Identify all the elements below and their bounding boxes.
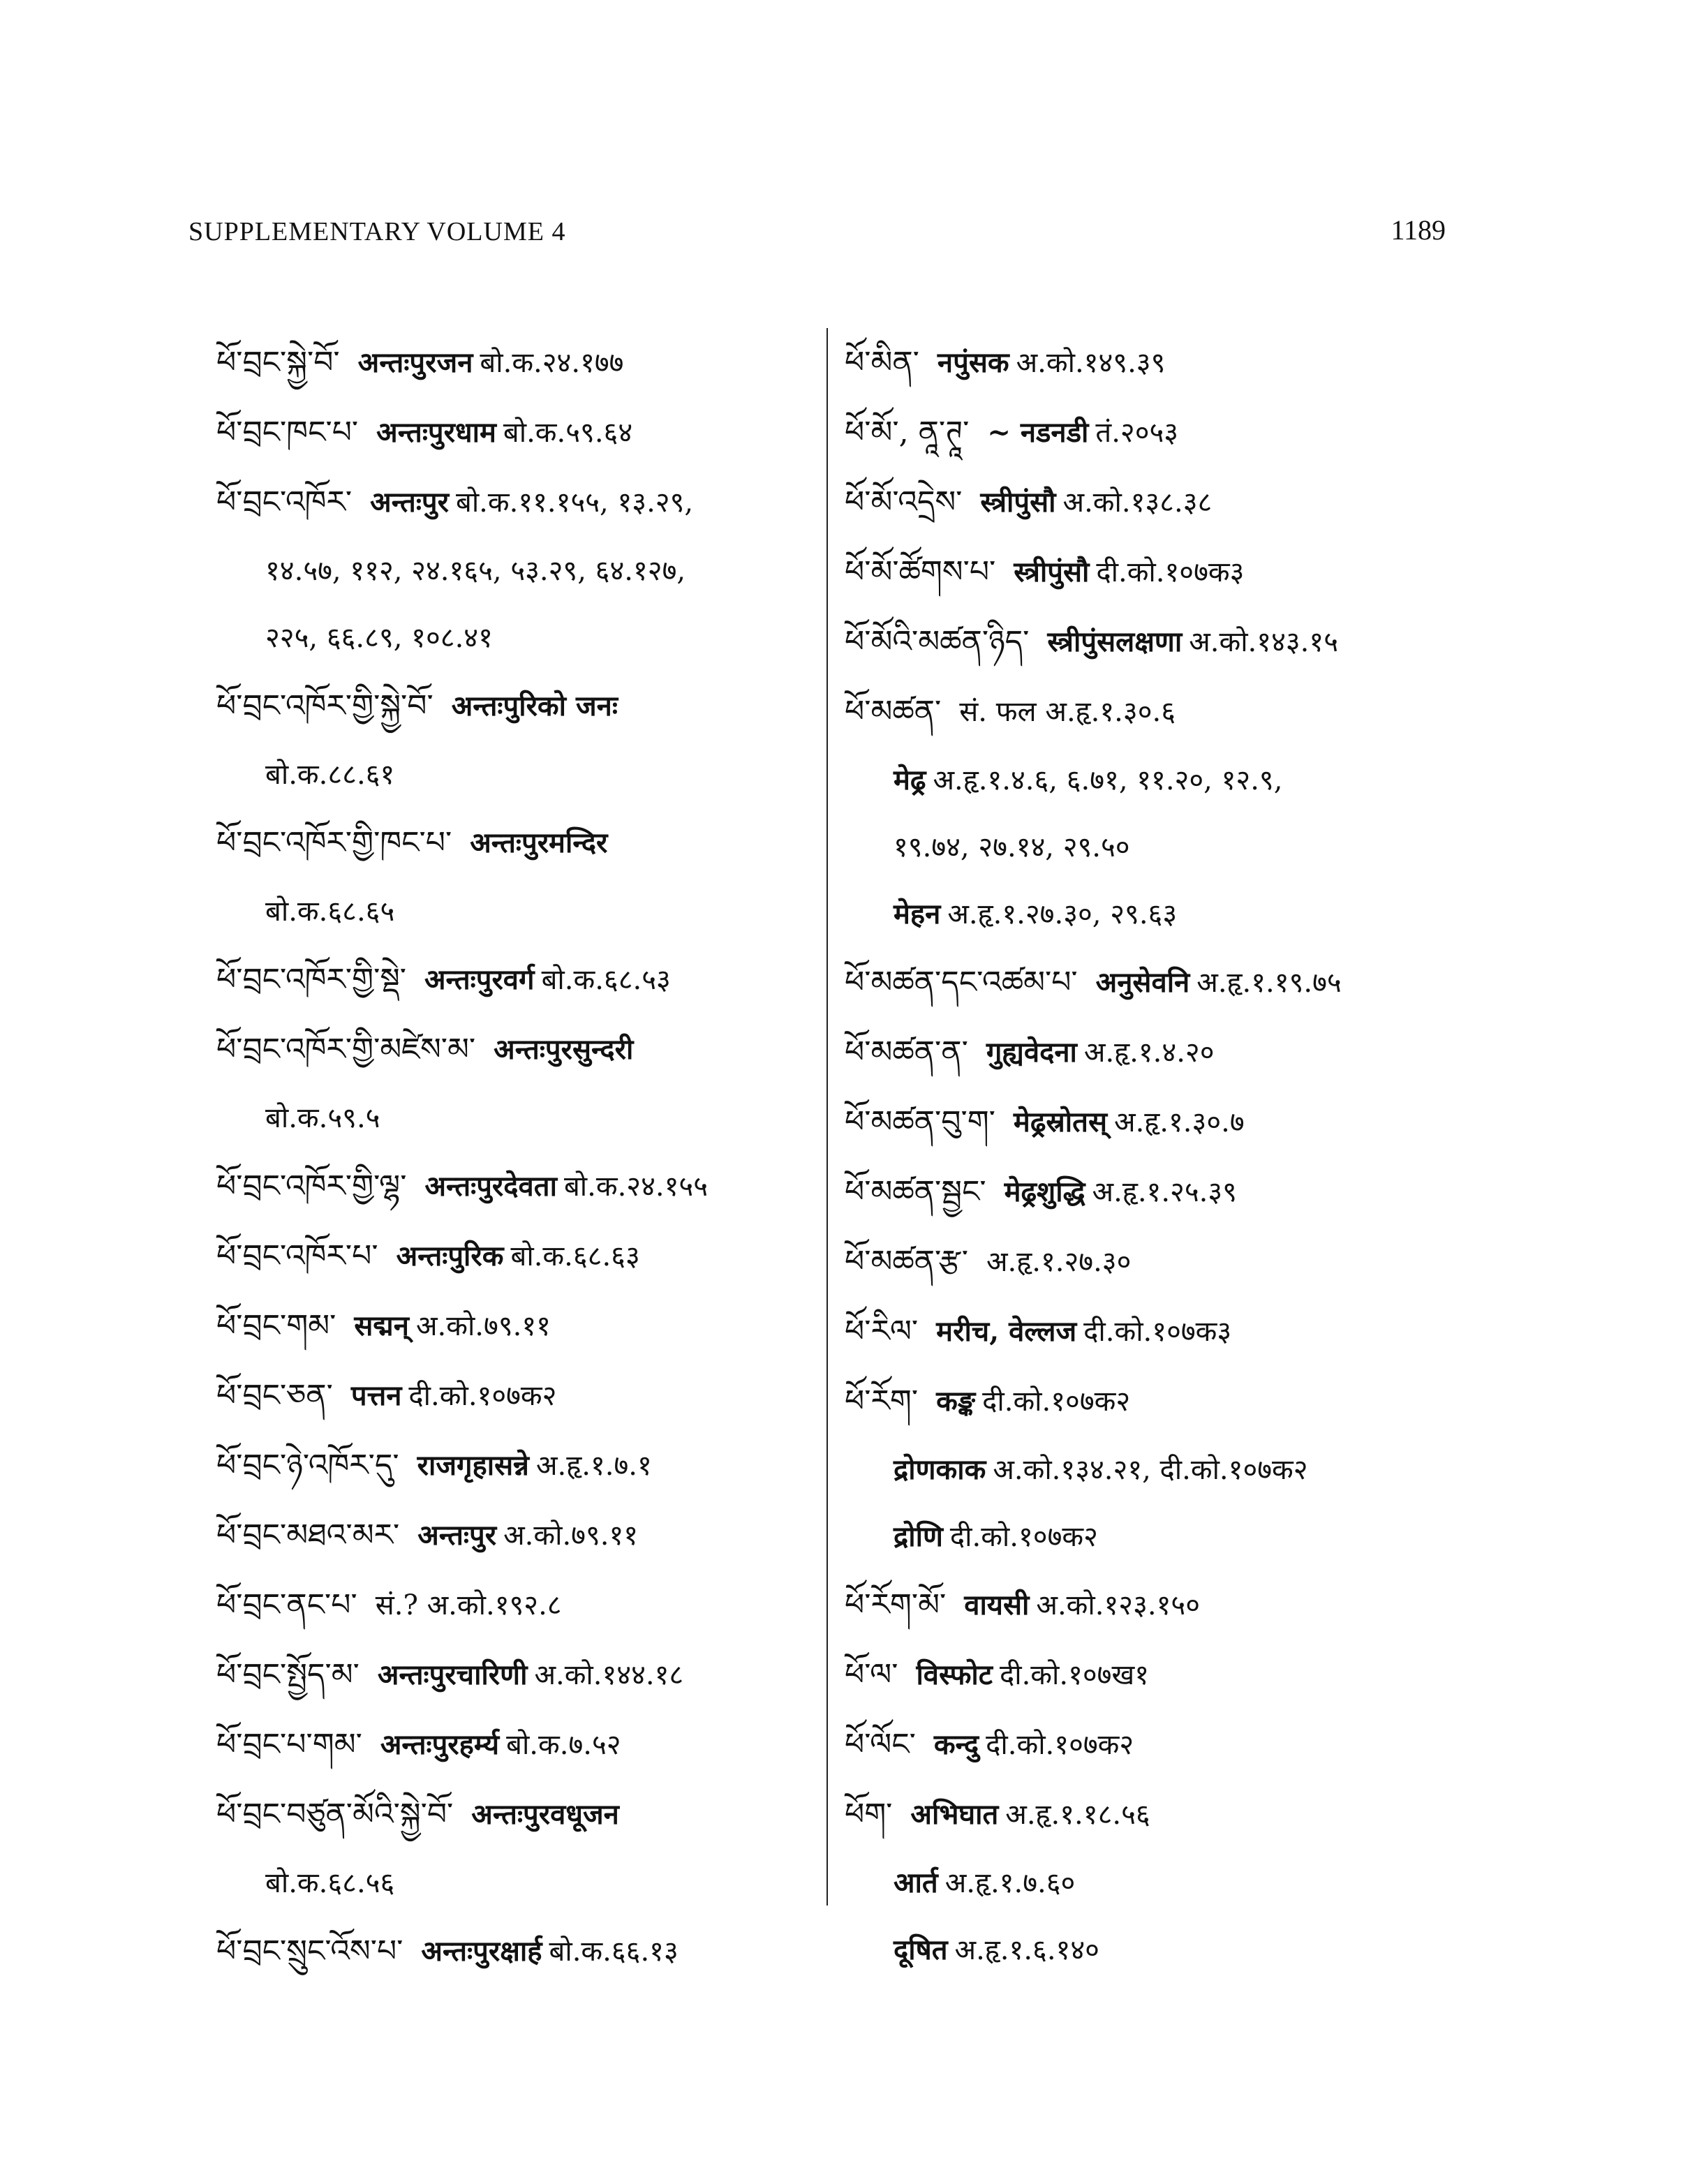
entry-line	[845, 1297, 1473, 1367]
entry-line	[216, 1570, 820, 1640]
dictionary-entry	[216, 1501, 820, 1570]
tibetan-headword: ཕོ་བྲང་མཐའ་མར་	[216, 1517, 400, 1554]
dictionary-entry	[216, 1431, 820, 1501]
entry-line	[216, 1361, 820, 1431]
entry-continuation	[216, 537, 820, 604]
source-reference: बो.क.७.५२	[506, 1729, 621, 1761]
tibetan-headword: ཕོ་བྲང་ཉེ་འཁོར་དུ་	[216, 1448, 399, 1484]
dictionary-entry	[216, 1361, 820, 1431]
tibetan-headword: ཕོ་བྲང་བཙུན་མོའི་སྐྱེ་བོ་	[216, 1797, 454, 1833]
entry-line	[845, 1570, 1473, 1640]
source-reference: दी.को.१०७क३	[1096, 556, 1245, 588]
tibetan-headword: ཕོ་བྲང་ནང་པ་	[216, 1587, 357, 1624]
entry-line	[845, 468, 1473, 537]
sanskrit-gloss: कङ्क	[936, 1385, 976, 1418]
source-reference: १४.५७, ११२, २४.१६५, ५३.२९, ६४.१२७,	[265, 555, 686, 587]
source-reference: बो.क.६८.५६	[265, 1867, 395, 1899]
sanskrit-gloss: अन्तःपुरसुन्दरी	[494, 1033, 634, 1066]
dictionary-entry	[216, 808, 820, 945]
source-reference: सं.? अ.को.१९२.८	[375, 1589, 562, 1621]
sanskrit-gloss: वायसी	[964, 1589, 1030, 1621]
source-reference: अ.हृ.१.६.१४०	[954, 1934, 1099, 1966]
dictionary-entry	[216, 1640, 820, 1710]
sanskrit-gloss: सद्मन्	[354, 1309, 409, 1342]
source-reference: बो.क.५९.५	[265, 1102, 380, 1134]
sanskrit-gloss: अन्तःपुरदेवता	[424, 1170, 557, 1203]
tibetan-headword: ཕོ་ལ་	[845, 1657, 898, 1693]
dictionary-entry	[845, 468, 1473, 537]
tibetan-headword: ཕོ་བྲང་ཁང་པ་	[216, 415, 359, 451]
dictionary-entry	[845, 537, 1473, 607]
tibetan-headword: ཕོ་བྲང་འཁོར་གྱི་སྡེ་	[216, 962, 406, 998]
entry-continuation	[216, 1850, 820, 1917]
source-reference: २२५, ६६.८९, १०८.४१	[265, 622, 493, 654]
source-reference: दी.को.१०७क२	[986, 1729, 1134, 1761]
source-reference: अ.हृ.१.२५.३९	[1092, 1176, 1237, 1208]
dictionary-entry	[216, 671, 820, 808]
entry-line	[845, 607, 1473, 677]
entry-line	[216, 1640, 820, 1710]
entry-line	[845, 1367, 1473, 1436]
sanskrit-gloss: स्त्रीपुंसलक्षणा	[1047, 625, 1183, 658]
source-reference: दी.को.१०७ख१	[999, 1659, 1149, 1691]
right-column	[845, 328, 1473, 1984]
tibetan-headword: ཕོ་བྲང་པ་གམ་	[216, 1727, 362, 1763]
tibetan-headword: ཕོག་	[845, 1797, 893, 1833]
entry-continuation	[845, 1436, 1473, 1503]
tibetan-headword: ཕོ་མཚན་	[845, 694, 942, 730]
sanskrit-gloss: अन्तःपुरधाम	[376, 416, 496, 449]
source-reference: बो.क.८८.६१	[265, 759, 395, 791]
dictionary-entry	[845, 1710, 1473, 1780]
tibetan-headword: ཕོ་རོག་	[845, 1383, 919, 1420]
dictionary-entry	[845, 1640, 1473, 1710]
sanskrit-gloss: पत्तन	[350, 1379, 402, 1412]
sanskrit-gloss: स्त्रीपुंसौ	[980, 486, 1056, 519]
sanskrit-gloss: अन्तःपुरजन	[357, 346, 473, 379]
tibetan-headword: ཕོ་རིལ་	[845, 1314, 919, 1350]
source-reference: अ.को.७९.११	[415, 1310, 551, 1342]
tibetan-headword: ཕོ་བྲང་འཁོར་གྱི་མཛེས་མ་	[216, 1032, 476, 1068]
source-reference: अ.को.१४४.१८	[534, 1659, 684, 1691]
source-reference: दी.को.१०७क२	[949, 1521, 1098, 1553]
entry-line	[216, 328, 820, 398]
dictionary-entry	[216, 945, 820, 1015]
source-reference: अ.हृ.१.४.२०	[1083, 1037, 1215, 1069]
entry-line	[845, 1780, 1473, 1850]
sanskrit-gloss: राजगृहासन्ने	[417, 1449, 529, 1482]
dictionary-entry	[216, 468, 820, 671]
dictionary-entry	[216, 1221, 820, 1291]
entry-continuation	[845, 814, 1473, 881]
entry-continuation	[845, 1503, 1473, 1570]
tibetan-headword: ཕོ་བྲང་སྤྱོད་མ་	[216, 1657, 360, 1693]
entry-line	[216, 671, 820, 741]
source-reference: अ.को.७९.११	[503, 1520, 639, 1552]
sanskrit-gloss: अन्तःपुर	[417, 1519, 497, 1552]
dictionary-entry	[845, 1570, 1473, 1640]
sanskrit-gloss: अन्तःपुरवधूजन	[471, 1798, 619, 1831]
entry-line	[845, 677, 1473, 747]
source-reference: बो.क.५९.६४	[503, 417, 633, 449]
sanskrit-gloss: मेढ्र	[894, 764, 926, 796]
tibetan-headword: ཕོ་མོ་ཚོགས་པ་	[845, 554, 996, 590]
column-divider	[827, 328, 828, 1906]
source-reference: बो.क.११.१५५, १३.२९,	[455, 486, 694, 519]
entry-line	[845, 1710, 1473, 1780]
tibetan-headword: ཕོ་བྲང་གམ་	[216, 1308, 336, 1344]
source-reference: अ.को.१३४.२१, दी.को.१०७क२	[993, 1454, 1308, 1486]
tibetan-headword: ཕོ་བྲང་འཁོར་གྱི་ལྷ་	[216, 1168, 407, 1205]
tibetan-headword: ཕོ་མཚན་སྦྱང་	[845, 1174, 986, 1210]
source-reference: बो.क.६८.५३	[541, 964, 671, 996]
tibetan-headword: ཕོ་བྲང་སྲུང་འོས་པ་	[216, 1933, 403, 1970]
sanskrit-gloss: आर्त	[894, 1866, 938, 1899]
source-reference: दी.को.१०७क२	[408, 1380, 557, 1412]
entry-continuation	[845, 1850, 1473, 1917]
tibetan-headword: ཕོ་རོག་མོ་	[845, 1587, 947, 1624]
sanskrit-gloss: अन्तःपुरचारिणी	[377, 1658, 528, 1691]
dictionary-entry	[216, 1710, 820, 1780]
dictionary-entry	[845, 1780, 1473, 1984]
dictionary-entry	[216, 1291, 820, 1361]
entry-continuation	[216, 604, 820, 671]
dictionary-entry	[845, 1297, 1473, 1367]
entry-line	[216, 1152, 820, 1221]
entry-line	[216, 1780, 820, 1850]
sanskrit-gloss: मरीच, वेल्लज	[936, 1315, 1077, 1348]
entry-line	[845, 1087, 1473, 1157]
dictionary-entry	[845, 1157, 1473, 1227]
source-reference: अ.हृ.१.४.६, ६.७१, ११.२०, १२.९,	[933, 764, 1283, 796]
dictionary-entry	[845, 948, 1473, 1018]
sanskrit-gloss: अनुसेवनि	[1095, 966, 1190, 999]
tibetan-headword: ཕོ་བྲང་འཁོར་གྱི་སྐྱེ་བོ་	[216, 688, 433, 725]
source-reference: अ.को.१४३.१५	[1189, 626, 1338, 658]
sanskrit-gloss: अन्तःपुरवर्ग	[424, 963, 535, 996]
tibetan-headword: ཕོ་བྲང་འཁོར་གྱི་ཁང་པ་	[216, 825, 452, 861]
tibetan-headword: ཕོ་བྲང་ཅན་	[216, 1378, 333, 1414]
entry-line	[845, 1640, 1473, 1710]
tibetan-headword: ཕོ་མཚན་བུ་ག་	[845, 1104, 995, 1141]
source-reference: अ.हृ.१.१८.५६	[1005, 1799, 1150, 1831]
sanskrit-gloss: अन्तःपुरक्षार्ह	[421, 1935, 542, 1968]
sanskrit-gloss: गुह्यवेदना	[986, 1036, 1077, 1069]
tibetan-headword: ཕོ་མཚན་རྩ་	[845, 1244, 968, 1280]
entry-continuation	[845, 881, 1473, 948]
dictionary-entry	[216, 1015, 820, 1152]
tibetan-headword: ཕོ་བྲང་འཁོར་	[216, 484, 353, 521]
tibetan-headword: ཕོ་མོའི་མཚན་ཉིད་	[845, 624, 1030, 660]
sanskrit-gloss: स्त्रीपुंसौ	[1014, 556, 1090, 588]
dictionary-entry	[216, 398, 820, 468]
dictionary-entry	[216, 1570, 820, 1640]
tibetan-headword: ཕོ་མཚན་ན་	[845, 1034, 968, 1071]
entry-line	[845, 1227, 1473, 1297]
dictionary-entry	[216, 1917, 820, 1986]
entry-line	[845, 1018, 1473, 1087]
entry-line	[216, 945, 820, 1015]
entry-line	[216, 398, 820, 468]
sanskrit-gloss: मेढ्रशुद्धि	[1004, 1175, 1085, 1208]
source-reference: दी.को.१०७क३	[1083, 1316, 1232, 1348]
source-reference: अ.को.१३८.३८	[1062, 486, 1213, 519]
dictionary-entry	[845, 607, 1473, 677]
dictionary-entry	[216, 1780, 820, 1917]
tibetan-headword: ཕོ་མོ་, ནཱ་ཊཱ་	[845, 415, 970, 451]
entry-line	[216, 1710, 820, 1780]
left-column	[216, 328, 820, 1986]
source-reference: बो.क.२४.१७७	[480, 347, 624, 379]
entry-line	[216, 468, 820, 537]
tibetan-headword: ཕོ་བྲང་འཁོར་པ་	[216, 1238, 378, 1275]
entry-line	[216, 1291, 820, 1361]
sanskrit-gloss: मेढ्रस्रोतस्	[1013, 1106, 1108, 1138]
tibetan-headword: ཕོ་མིན་	[845, 345, 919, 381]
source-reference: अ.को.१२३.१५०	[1036, 1589, 1200, 1621]
entry-continuation	[216, 1085, 820, 1152]
sanskrit-gloss: नपुंसक	[937, 346, 1009, 379]
sanskrit-gloss: अन्तःपुरहर्म्य	[380, 1728, 500, 1761]
sanskrit-gloss: अन्तःपुर	[370, 486, 449, 519]
sanskrit-gloss: अभिघात	[910, 1798, 999, 1831]
entry-line	[216, 1015, 820, 1085]
sanskrit-gloss: अन्तःपुरिक	[396, 1240, 504, 1272]
dictionary-entry	[845, 1367, 1473, 1570]
sanskrit-gloss: अन्तःपुरमन्दिर	[470, 826, 608, 859]
source-reference: सं. फल अ.हृ.१.३०.६	[959, 696, 1176, 728]
tibetan-headword: ཕོ་བྲང་སྐྱེ་བོ་	[216, 345, 340, 381]
dictionary-entry	[845, 1227, 1473, 1297]
tibetan-headword: ཕོ་ལོང་	[845, 1727, 916, 1763]
sanskrit-gloss: कन्दु	[933, 1728, 979, 1761]
sanskrit-gloss: विस्फोट	[916, 1658, 993, 1691]
entry-line	[216, 1221, 820, 1291]
tibetan-headword: ཕོ་མོ་འདྲེས་	[845, 484, 963, 521]
entry-continuation	[216, 741, 820, 808]
sanskrit-gloss: अन्तःपुरिको जनः	[451, 690, 618, 722]
dictionary-entry	[845, 677, 1473, 948]
source-reference: अ.हृ.१.७.१	[536, 1450, 652, 1482]
running-head: SUPPLEMENTARY VOLUME 4	[188, 217, 566, 246]
source-reference: बो.क.६८.६३	[510, 1240, 640, 1272]
entry-continuation	[845, 747, 1473, 814]
sanskrit-gloss: ~ नडनडी	[987, 416, 1089, 449]
source-reference: अ.हृ.१.२७.३०, २९.६३	[947, 898, 1178, 930]
dictionary-entry	[845, 1018, 1473, 1087]
entry-line	[845, 1157, 1473, 1227]
source-reference: अ.हृ.१.३०.७	[1114, 1106, 1245, 1138]
dictionary-entry	[216, 1152, 820, 1221]
source-reference: दी.को.१०७क२	[982, 1386, 1131, 1418]
entry-line	[845, 398, 1473, 468]
entry-line	[845, 328, 1473, 398]
dictionary-entry	[216, 328, 820, 398]
sanskrit-gloss: दूषित	[894, 1933, 948, 1966]
source-reference: तं.२०५३	[1095, 417, 1179, 449]
source-reference: बो.क.६६.१३	[549, 1936, 679, 1968]
entry-line	[216, 808, 820, 878]
sanskrit-gloss: द्रोणि	[894, 1520, 943, 1553]
entry-line	[216, 1501, 820, 1570]
entry-continuation	[845, 1917, 1473, 1984]
source-reference: अ.हृ.१.२७.३०	[986, 1246, 1132, 1278]
dictionary-entry	[845, 1087, 1473, 1157]
tibetan-headword: ཕོ་མཚན་དང་འཚམ་པ་	[845, 965, 1078, 1001]
source-reference: अ.हृ.१.१९.७५	[1196, 967, 1342, 999]
entry-line	[845, 537, 1473, 607]
page-number: 1189	[1391, 214, 1446, 246]
source-reference: बो.क.६८.६५	[265, 896, 395, 928]
entry-continuation	[216, 878, 820, 945]
source-reference: अ.हृ.१.७.६०	[944, 1867, 1076, 1899]
source-reference: अ.को.१४९.३९	[1016, 347, 1166, 379]
dictionary-entry	[845, 328, 1473, 398]
source-reference: बो.क.२४.१५५	[563, 1171, 709, 1203]
dictionary-entry	[845, 398, 1473, 468]
sanskrit-gloss: द्रोणकाक	[894, 1453, 986, 1486]
entry-line	[845, 948, 1473, 1018]
entry-line	[216, 1431, 820, 1501]
sanskrit-gloss: मेहन	[894, 898, 941, 930]
source-reference: १९.७४, २७.१४, २९.५०	[894, 831, 1130, 863]
entry-line	[216, 1917, 820, 1986]
